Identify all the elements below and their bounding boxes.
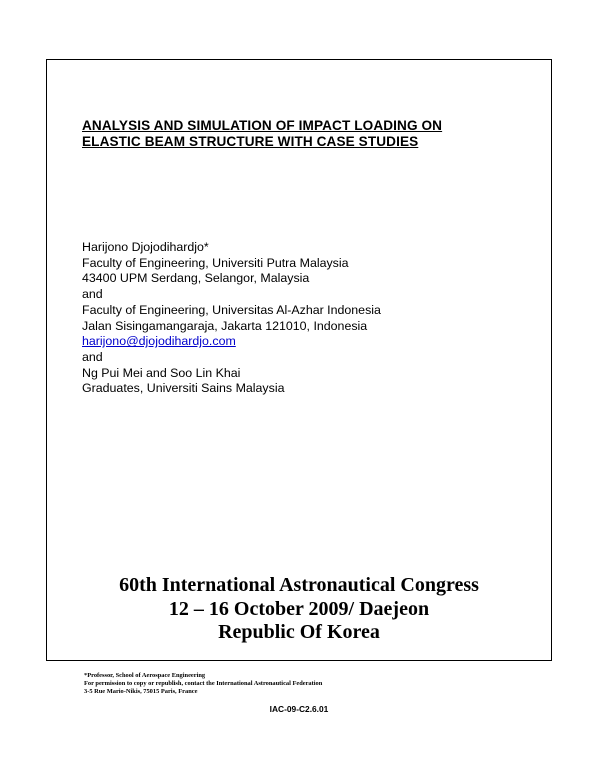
conjunction: and: [82, 287, 103, 302]
paper-title: [82, 118, 542, 150]
paper-title-line-1: ANALYSIS AND SIMULATION OF IMPACT LOADING ON: [82, 118, 443, 133]
affiliation-line: Graduates, Universiti Sains Malaysia: [82, 381, 285, 396]
paper-title-line-2: ELASTIC BEAM STRUCTURE WITH CASE STUDIES: [82, 134, 419, 149]
co-author-names: Ng Pui Mei and Soo Lin Khai: [82, 365, 241, 380]
affiliation-line: Faculty of Engineering, Universiti Putra Malaysia: [82, 255, 349, 270]
paper-id: IAC-09-C2.6.01: [269, 704, 329, 714]
congress-country: Republic Of Korea: [218, 621, 380, 643]
footnote-address: 3-5 Rue Mario-Nikis, 75015 Paris, France: [84, 688, 198, 696]
footnote-professor: *Professor, School of Aerospace Engineering: [84, 672, 206, 679]
author-affiliations: [82, 240, 522, 397]
footnote-permission: For permission to copy or republish, contact the International Astronautical Federation: [84, 680, 323, 688]
author-email-link[interactable]: harijono@djojodihardjo.com: [82, 334, 236, 349]
footnotes: [84, 672, 504, 697]
congress-name: 60th International Astronautical Congress: [119, 574, 479, 596]
congress-block: [46, 574, 552, 645]
affiliation-line: Jalan Sisingamangaraja, Jakarta 121010, Indonesia: [82, 318, 368, 333]
affiliation-line: Faculty of Engineering, Universitas Al-Azhar Indonesia: [82, 302, 381, 317]
affiliation-line: 43400 UPM Serdang, Selangor, Malaysia: [82, 271, 310, 286]
congress-dates: 12 – 16 October 2009/ Daejeon: [168, 597, 430, 620]
conjunction: and: [82, 349, 103, 364]
author-name: Harijono Djojodihardjo*: [82, 240, 209, 254]
